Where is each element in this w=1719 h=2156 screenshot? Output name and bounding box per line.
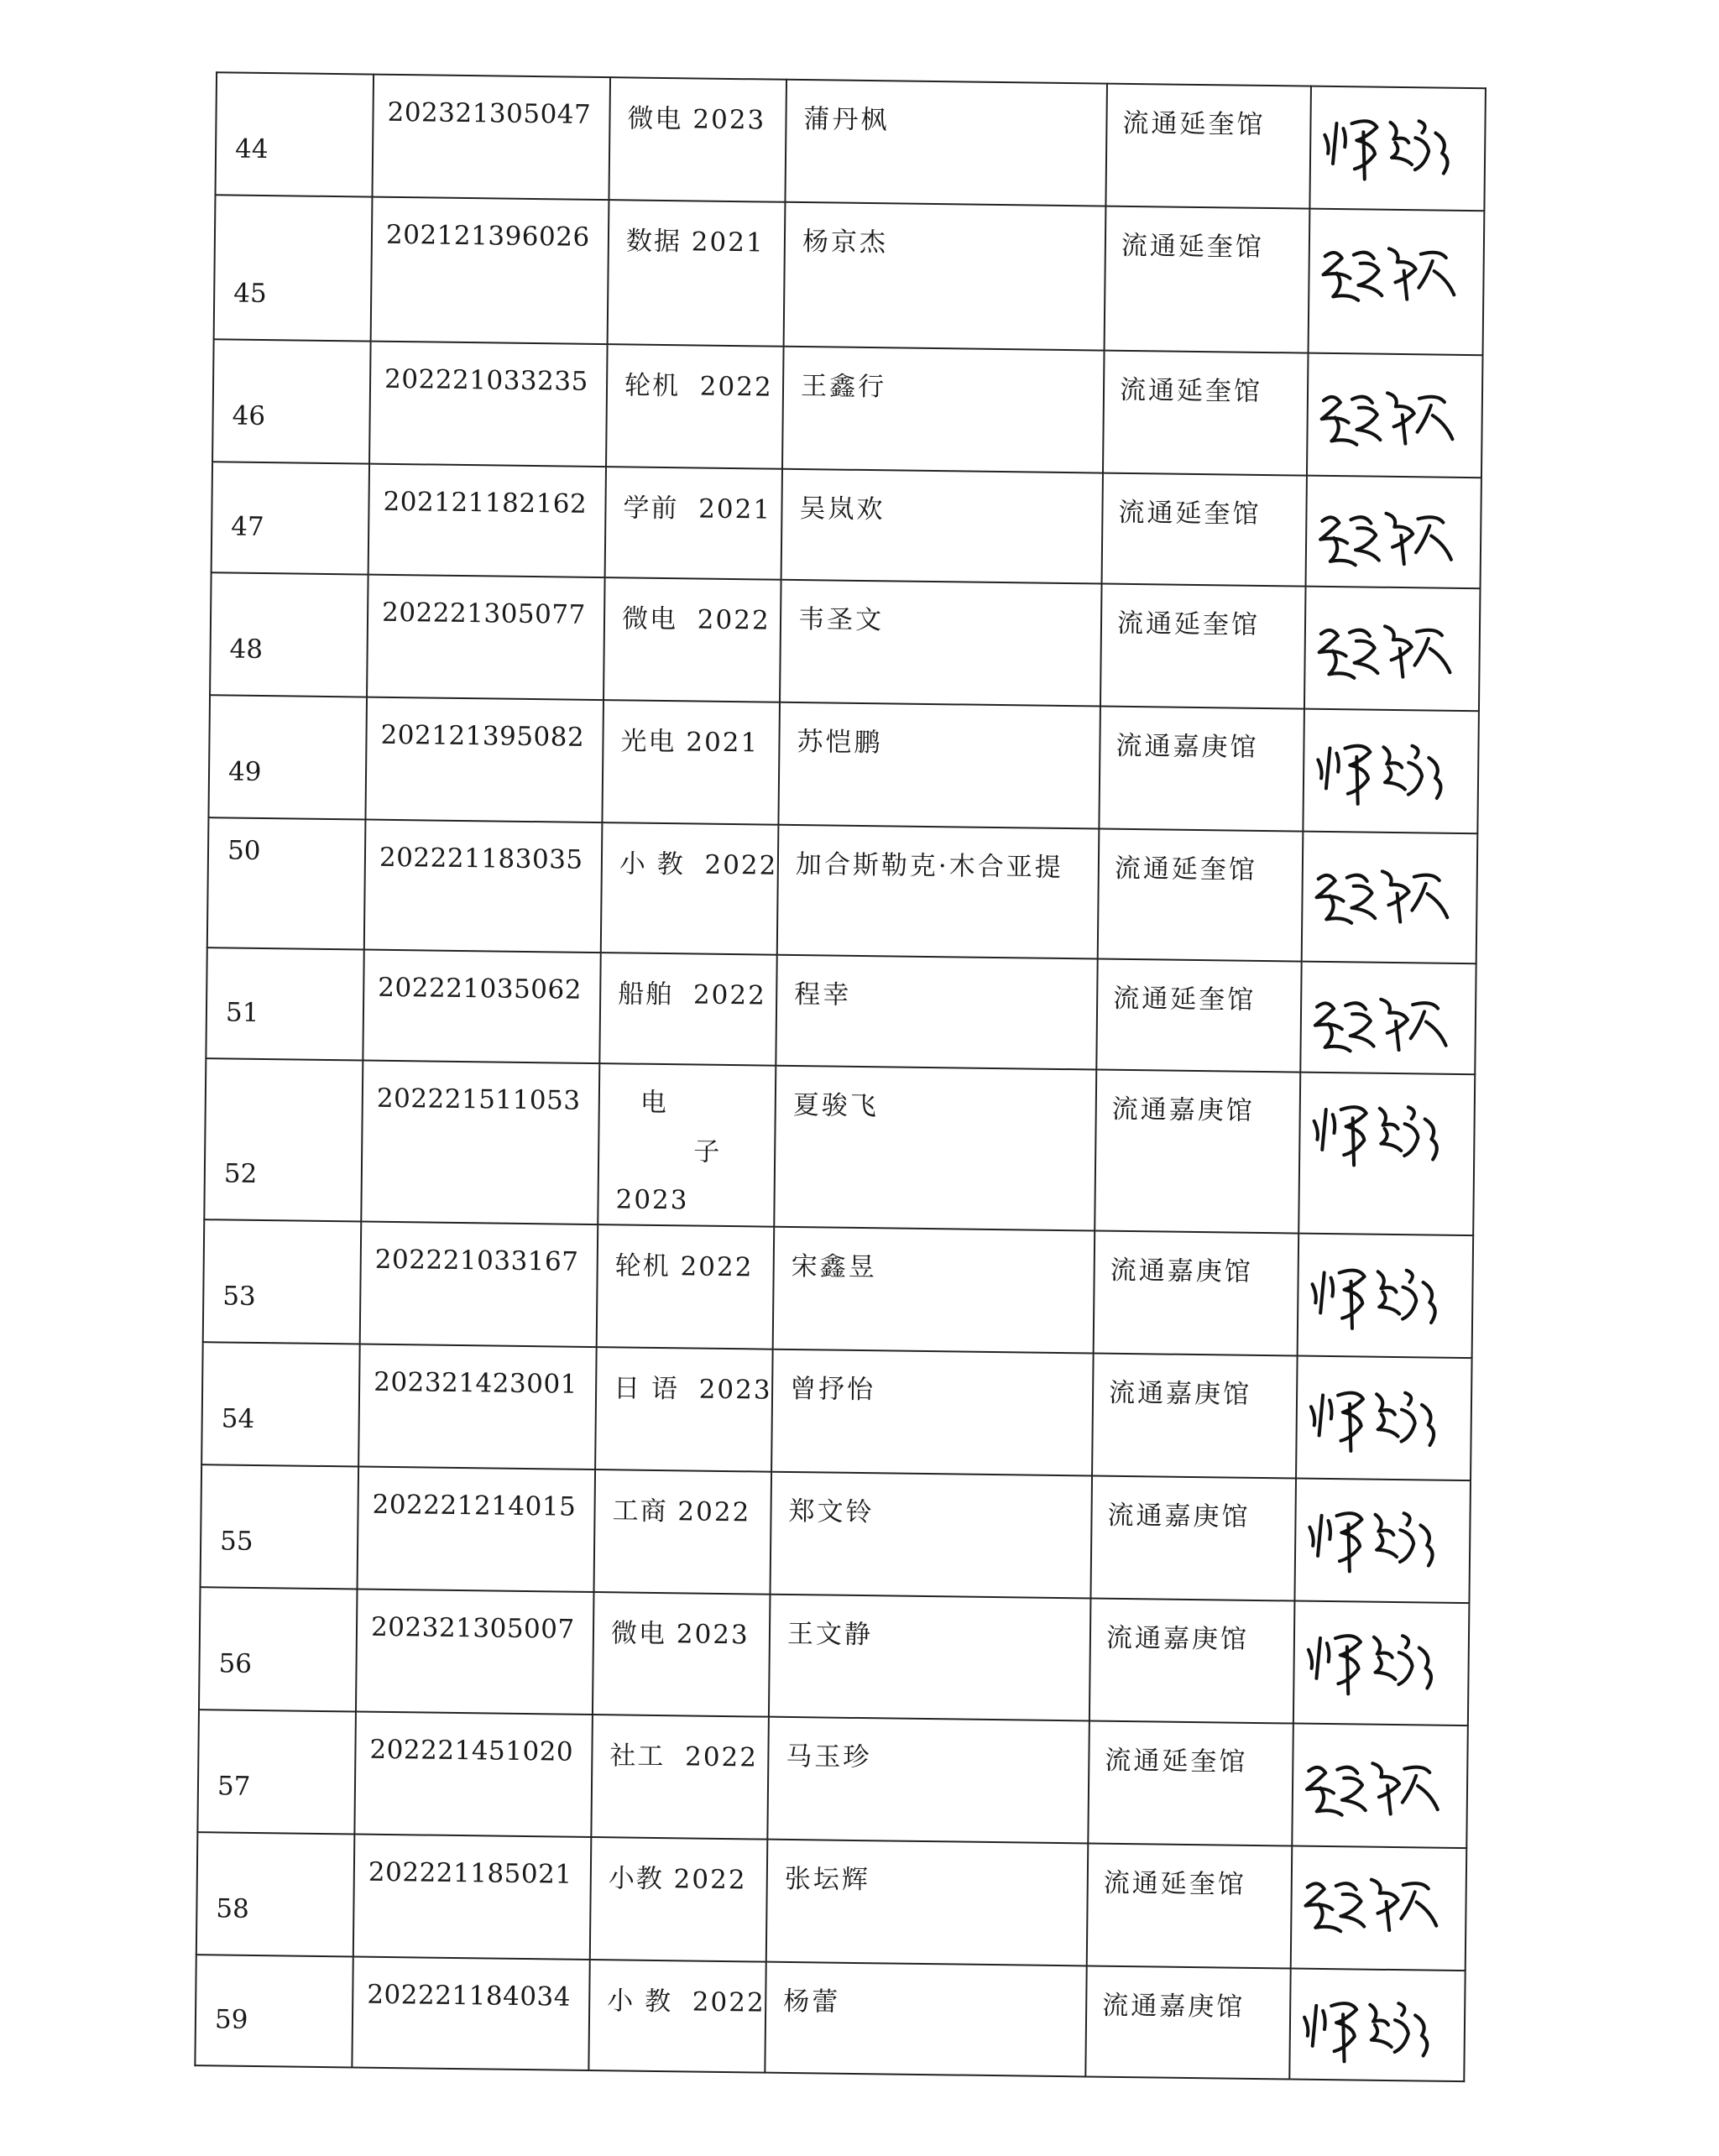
table-row [208,695,1478,833]
student-id-cell [352,1956,589,2070]
student-id: 202221511053 [376,1083,581,1116]
class-name: 小 教 2022 [619,848,778,881]
class-name: 船舶 2022 [618,979,767,1011]
student-name: 张坛辉 [784,1863,871,1896]
handwritten-signature [1314,361,1475,459]
student-id-cell [353,1834,592,1960]
library-location: 流通延奎馆 [1105,1745,1248,1778]
row-number-cell [201,1342,360,1466]
class-name: 社工 2022 [609,1741,759,1773]
register-table [194,71,1486,2082]
library-cell [1105,84,1311,209]
library-cell [1089,1598,1295,1723]
row-number: 59 [214,2004,248,2035]
student-id-cell [365,697,603,823]
student-name: 吴岚欢 [799,493,886,525]
handwritten-signature [1298,1854,1459,1939]
student-name: 程幸 [794,979,852,1010]
student-id-cell [369,342,608,467]
library-cell [1096,959,1301,1073]
student-id-cell [358,1344,597,1470]
row-number-cell [212,462,369,574]
row-number: 48 [229,634,264,665]
row-number: 57 [217,1771,251,1802]
class-name: 微电 2022 [621,603,771,636]
student-id-cell [354,1711,593,1837]
name-cell [765,1962,1086,2077]
name-cell [776,955,1097,1070]
library-cell [1098,829,1304,962]
class-name-part: 子 [693,1136,722,1167]
student-id: 202221305077 [381,597,586,630]
class-cell [591,1715,769,1840]
handwritten-signature [1304,1364,1464,1462]
signature-cell [1293,1601,1470,1726]
student-id: 202121182162 [383,486,588,519]
library-cell [1095,1070,1300,1234]
name-cell [771,1349,1094,1476]
class-name: 微电 2023 [610,1618,750,1651]
library-cell [1087,1843,1293,1968]
library-location: 流通延奎馆 [1103,1867,1246,1900]
class-cell [602,700,780,825]
class-cell [597,1224,775,1349]
library-cell [1103,351,1309,476]
library-location: 流通延奎馆 [1118,497,1262,530]
class-cell [606,344,784,469]
library-cell [1100,584,1306,709]
handwritten-signature [1308,969,1468,1063]
row-number: 46 [232,400,266,432]
table-row [207,817,1478,963]
row-number-cell [201,1464,359,1589]
row-number: 58 [216,1893,250,1924]
signature-cell [1307,353,1483,478]
handwritten-signature [1303,1486,1463,1580]
row-number-cell [196,1832,355,1956]
signature-cell [1291,1846,1467,1971]
signature-cell [1298,1234,1474,1359]
row-number: 52 [223,1158,258,1189]
class-name: 轮机 2022 [624,370,773,403]
class-cell [599,953,776,1066]
signature-cell [1303,709,1479,834]
class-name: 小 教 2022 [607,1986,765,2018]
table-row [199,1587,1469,1725]
student-id: 202121395082 [380,719,585,753]
class-cell [601,822,779,955]
table-row [206,947,1476,1074]
student-id: 202221033167 [374,1244,579,1277]
row-number: 56 [218,1648,253,1679]
class-name: 工商 2022 [612,1496,751,1528]
handwritten-signature [1305,1241,1466,1339]
handwritten-signature [1318,94,1478,188]
library-location: 流通延奎馆 [1114,853,1258,885]
row-number-cell [206,947,363,1060]
row-number-cell [212,339,371,463]
handwritten-signature [1316,217,1476,315]
row-number: 54 [221,1403,255,1434]
student-name: 韦圣文 [797,604,885,636]
class-cell [598,1063,776,1227]
student-name: 曾抒怡 [789,1373,876,1406]
class-cell [603,577,781,702]
name-cell [773,1227,1095,1354]
row-number-cell [203,1219,362,1344]
handwritten-signature [1312,594,1472,692]
handwritten-signature [1314,483,1474,577]
class-name [598,1064,755,1225]
student-id-cell [371,197,609,345]
row-number-cell [204,1058,363,1221]
library-cell [1085,1965,1290,2079]
class-name: 小教 2022 [608,1863,747,1896]
library-location: 流通嘉庚馆 [1110,1255,1253,1287]
student-id-cell [358,1467,596,1593]
class-name: 微电 2023 [627,103,766,136]
signature-cell [1300,962,1476,1075]
table-row [203,1219,1473,1358]
library-location: 流通嘉庚馆 [1108,1377,1252,1410]
class-cell [588,1960,765,2073]
library-cell [1090,1475,1296,1600]
student-name: 夏骏飞 [792,1089,879,1122]
student-id: 202321423001 [374,1366,578,1400]
student-id: 202221035062 [378,972,583,1005]
row-number: 53 [222,1281,256,1312]
student-name: 马玉珍 [786,1741,872,1773]
student-id: 202221185021 [368,1856,572,1890]
row-number-cell [208,695,367,819]
table-row [212,462,1481,588]
student-id: 202221451020 [369,1734,574,1767]
class-cell [595,1347,773,1472]
class-name: 轮机 2022 [614,1250,754,1283]
student-name: 加合斯勒克·木合亚提 [795,848,1063,883]
name-cell [781,469,1103,584]
student-name: 杨京杰 [802,227,889,258]
name-cell [778,702,1100,829]
library-location: 流通延奎馆 [1116,608,1261,640]
signature-cell [1294,1479,1471,1604]
student-name: 王鑫行 [800,371,887,403]
row-number-cell [195,1955,353,2067]
table-row [201,1464,1471,1603]
signature-cell [1309,209,1485,356]
student-id-cell [361,1061,599,1225]
signature-cell [1306,476,1481,589]
class-name: 数据 2021 [625,226,765,258]
row-number: 51 [225,997,259,1028]
table-row [212,339,1482,478]
student-id: 202321305047 [387,97,592,130]
student-name: 宋鑫昱 [791,1250,877,1283]
table-row [201,1342,1471,1480]
library-location: 流通嘉庚馆 [1111,1094,1255,1126]
student-name: 蒲丹枫 [803,104,890,136]
student-id-cell [372,75,610,201]
student-id-cell [364,820,603,953]
row-number: 45 [233,278,267,310]
student-id: 202221214015 [372,1489,577,1522]
row-number-cell [207,817,366,949]
class-name: 日 语 2023 [613,1373,772,1406]
library-cell [1105,206,1310,353]
class-cell [609,77,786,202]
student-id-cell [360,1222,598,1348]
library-location: 流通延奎馆 [1119,374,1263,407]
row-number-cell [214,195,373,341]
handwritten-signature [1301,1609,1461,1703]
student-id: 202221184034 [367,1979,572,2012]
table-row [214,195,1485,355]
name-cell [769,1595,1091,1721]
name-cell [785,80,1107,206]
library-location: 流通嘉庚馆 [1105,1622,1250,1655]
table-row [196,1832,1466,1971]
handwritten-signature [1297,1976,1457,2070]
name-cell [782,347,1105,473]
library-location: 流通延奎馆 [1122,107,1266,140]
student-id: 202121396026 [385,219,590,253]
row-number: 47 [231,511,264,543]
name-cell [777,825,1100,959]
library-location: 流通嘉庚馆 [1107,1500,1251,1532]
library-location: 流通延奎馆 [1113,983,1257,1015]
class-name-part: 电 [640,1087,669,1119]
library-cell [1102,473,1307,587]
signature-cell [1296,1356,1472,1481]
class-cell [593,1592,771,1717]
signature-cell [1292,1724,1468,1849]
student-id: 202221033235 [384,363,589,397]
name-cell [784,202,1106,351]
library-location: 流通嘉庚馆 [1102,1990,1246,2023]
student-name: 王文静 [786,1618,874,1651]
student-id: 202321305007 [370,1611,575,1645]
signature-cell [1309,86,1486,211]
row-number-cell [199,1587,358,1711]
name-cell [774,1066,1096,1231]
signature-cell [1302,832,1478,964]
library-cell [1092,1353,1298,1478]
signature-cell [1289,1969,1465,2082]
library-cell [1099,707,1304,832]
handwritten-signature [1311,717,1471,815]
row-number-cell [216,72,374,196]
table-row [197,1710,1467,1848]
handwritten-signature [1300,1731,1460,1830]
class-name: 光电 2021 [620,726,760,759]
row-number: 49 [227,756,262,787]
name-cell [767,1717,1089,1844]
class-cell [590,1837,768,1962]
name-cell [780,580,1102,707]
student-id-cell [363,950,600,1064]
student-name: 杨蕾 [783,1986,841,2018]
row-number: 50 [227,835,261,866]
class-cell [605,467,782,580]
signature-cell [1298,1073,1475,1236]
signature-cell [1304,587,1481,712]
row-number-cell [197,1710,356,1834]
table-row [204,1058,1475,1235]
row-number-cell [210,572,368,697]
student-name: 苏恺鹏 [797,727,883,759]
row-number: 55 [219,1526,253,1557]
handwritten-signature [1307,1080,1467,1174]
table-row [195,1955,1465,2081]
row-number: 44 [234,133,269,165]
class-name-part: 2023 [615,1184,689,1216]
library-cell [1088,1720,1293,1845]
library-location: 流通延奎馆 [1121,230,1265,263]
name-cell [770,1472,1092,1599]
student-id-cell [368,464,606,578]
student-name: 郑文铃 [788,1496,875,1528]
class-cell [594,1470,772,1595]
table-row [210,572,1480,711]
class-name: 学前 2021 [623,493,772,525]
library-cell [1094,1231,1299,1356]
name-cell [766,1840,1089,1966]
handwritten-signature [1309,839,1470,937]
student-id-cell [356,1589,594,1715]
library-location: 流通嘉庚馆 [1116,730,1259,763]
student-id-cell [367,575,605,701]
student-id: 202221183035 [379,842,583,875]
class-cell [608,200,786,347]
table-row [216,72,1486,211]
